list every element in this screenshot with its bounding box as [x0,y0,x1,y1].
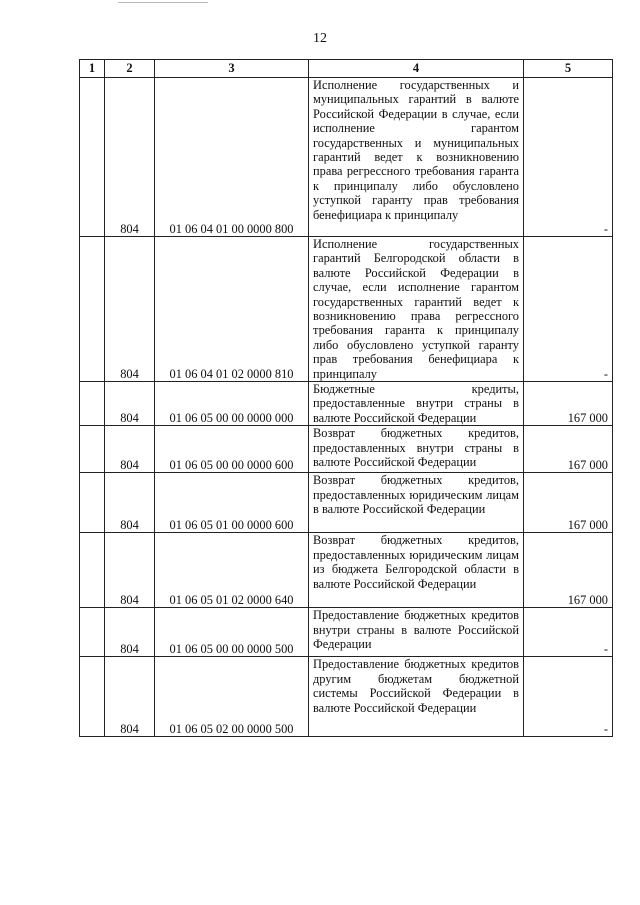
admin-code-cell: 804 [105,78,155,237]
budget-code-cell: 01 06 05 00 00 0000 600 [155,426,309,473]
row-cell-empty [80,608,105,657]
column-header-2: 2 [105,60,155,78]
admin-code-cell: 804 [105,426,155,473]
admin-code-cell: 804 [105,657,155,737]
column-header-4: 4 [309,60,524,78]
source-name-cell: Исполнение государственных и муниципальных гарантий в валюте Российской Федерации в случае, если исполнение гарантом государственных и муниципальных гарантий ведет к возникновению права регрессного требования гаранта к принципалу либо обусловлено уступкой гаранту прав требования бенефициара к принципалу [309,78,524,237]
sources-table [79,59,613,737]
admin-code-cell: 804 [105,608,155,657]
table-row [80,608,613,657]
page-number: 12 [313,31,327,46]
row-cell-empty [80,382,105,426]
column-header-1: 1 [80,60,105,78]
source-name-cell: Возврат бюджетных кредитов, предоставленных юридическим лицам из бюджета Белгородской области в валюте Российской Федерации [309,533,524,608]
table-row [80,533,613,608]
row-cell-empty [80,657,105,737]
table-header-row [80,60,613,78]
table-row [80,657,613,737]
amount-cell: - [524,237,613,382]
row-cell-empty [80,78,105,237]
admin-code-cell: 804 [105,382,155,426]
budget-code-cell: 01 06 05 01 02 0000 640 [155,533,309,608]
amount-cell: 167 000 [524,473,613,533]
admin-code-cell: 804 [105,473,155,533]
table-row [80,78,613,237]
source-name-cell: Возврат бюджетных кредитов, предоставленных внутри страны в валюте Российской Федерации [309,426,524,473]
source-name-cell: Бюджетные кредиты, предоставленные внутри страны в валюте Российской Федерации [309,382,524,426]
source-name-cell: Предоставление бюджетных кредитов другим бюджетам бюджетной системы Российской Федерации в валюте Российской Федерации [309,657,524,737]
source-name-cell: Исполнение государственных гарантий Белгородской области в валюте Российской Федерации в случае, если исполнение гарантом государственных гарантий ведет к возникновению права регрессного требования гаранта к принципалу либо обусловлено уступкой гаранту прав требования бенефициара к принципалу [309,237,524,382]
budget-code-cell: 01 06 05 00 00 0000 500 [155,608,309,657]
amount-cell: 167 000 [524,533,613,608]
column-header-3: 3 [155,60,309,78]
budget-code-cell: 01 06 05 00 00 0000 000 [155,382,309,426]
table-row [80,426,613,473]
source-name-cell: Возврат бюджетных кредитов, предоставленных юридическим лицам в валюте Российской Федерации [309,473,524,533]
row-cell-empty [80,533,105,608]
column-header-5: 5 [524,60,613,78]
source-name-cell: Предоставление бюджетных кредитов внутри страны в валюте Российской Федерации [309,608,524,657]
amount-cell: - [524,608,613,657]
scan-edge-line [118,2,208,3]
row-cell-empty [80,426,105,473]
amount-cell: 167 000 [524,426,613,473]
budget-code-cell: 01 06 04 01 00 0000 800 [155,78,309,237]
table-row [80,382,613,426]
admin-code-cell: 804 [105,237,155,382]
budget-code-cell: 01 06 05 02 00 0000 500 [155,657,309,737]
table-row [80,473,613,533]
budget-code-cell: 01 06 05 01 00 0000 600 [155,473,309,533]
admin-code-cell: 804 [105,533,155,608]
amount-cell: - [524,657,613,737]
amount-cell: 167 000 [524,382,613,426]
row-cell-empty [80,237,105,382]
amount-cell: - [524,78,613,237]
budget-code-cell: 01 06 04 01 02 0000 810 [155,237,309,382]
row-cell-empty [80,473,105,533]
table-row [80,237,613,382]
